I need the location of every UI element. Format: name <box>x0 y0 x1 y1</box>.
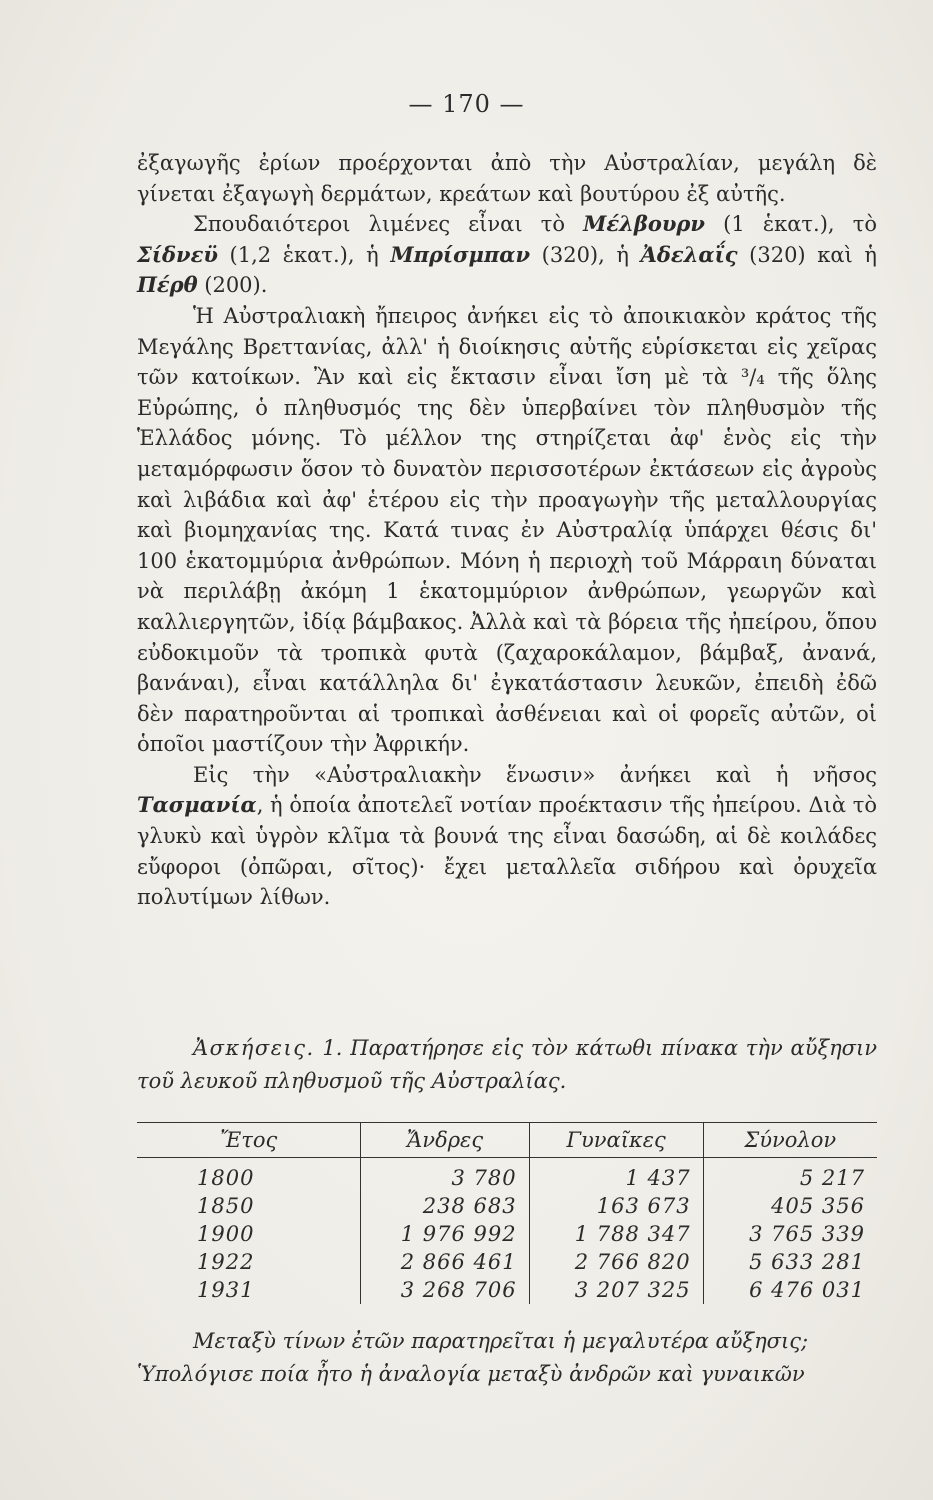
page-number: — 170 — <box>408 90 525 118</box>
column-header-total: Σύνολον <box>703 1123 877 1158</box>
place-sydney: Σίδνεϋ <box>137 241 218 267</box>
cell-women: 1 437 <box>529 1158 703 1193</box>
body-text <box>137 148 877 913</box>
cell-year: 1931 <box>137 1276 361 1304</box>
text-span: Σπουδαιότεροι λιμένες εἶναι τὸ <box>193 212 584 237</box>
paragraph-ports <box>137 209 877 301</box>
place-perth: Πέρθ <box>137 272 198 298</box>
place-adelaide: Ἀδελαΐς <box>640 241 738 267</box>
paragraph-1: ἐξαγωγῆς ἐρίων προέρχονται ἀπὸ τὴν Αὐστραλίαν, μεγάλη δὲ γίνεται ἐξαγωγὴ δερμάτων, κρεάτων καὶ βουτύρου ἐξ αὐτῆς. <box>137 151 877 206</box>
column-header-men: Ἄνδρες <box>361 1123 529 1158</box>
text-span: (200). <box>197 273 268 298</box>
cell-year: 1850 <box>137 1192 361 1220</box>
cell-year: 1800 <box>137 1158 361 1193</box>
table-row <box>137 1192 877 1220</box>
place-tasmania: Τασμανία <box>137 792 257 818</box>
population-table <box>137 1122 877 1304</box>
table-header-row <box>137 1123 877 1158</box>
text-span: (320), ἡ <box>530 242 641 267</box>
cell-women: 3 207 325 <box>529 1276 703 1304</box>
cell-men: 2 866 461 <box>361 1248 529 1276</box>
place-brisbane: Μπρίσμπαν <box>390 241 531 267</box>
cell-total: 405 356 <box>771 1194 865 1218</box>
cell-men: 3 780 <box>361 1158 529 1193</box>
exercise-1 <box>137 1032 877 1098</box>
column-header-year: Ἔτος <box>137 1123 361 1158</box>
cell-total: 5 633 281 <box>749 1250 865 1274</box>
cell-women: 2 766 820 <box>529 1248 703 1276</box>
text-span: (1,2 ἑκατ.), ἡ <box>217 242 391 267</box>
table-row <box>137 1276 877 1304</box>
cell-year: 1900 <box>137 1220 361 1248</box>
cell-women: 1 788 347 <box>529 1220 703 1248</box>
cell-total: 3 765 339 <box>749 1222 865 1246</box>
exercises <box>137 1032 877 1098</box>
paragraph-continent: Ἡ Αὐστραλιακὴ ἤπειρος ἀνήκει εἰς τὸ ἀποικιακὸν κράτος τῆς Μεγάλης Βρεττανίας, ἀλλ' ἡ διοίκησις αὐτῆς εὑρίσκεται εἰς χεῖρας τῶν κατοίκων. Ἂν καὶ εἰς ἔκτασιν εἶναι ἴση μὲ τὰ ³/₄ τῆς ὅλης Εὐρώπης, ὁ πληθυσμός της δὲν ὑπερβαίνει τὸν πληθυσμὸν τῆς Ἑλλάδος μόνης. Τὸ μέλλον της στηρίζεται ἀφ' ἑνὸς εἰς τὴν μεταμόρφωσιν ὅσον τὸ δυνατὸν περισσοτέρων ἐκτάσεων εἰς ἀγροὺς καὶ λιβάδια καὶ ἀφ' ἑτέρου εἰς τὴν προαγωγὴν τῆς μεταλλουργίας καὶ βιομηχανίας της. Κατά τινας ἐν Αὐστραλίᾳ ὑπάρχει θέσις δι' 100 ἑκατομμύρια ἀνθρώπων. Μόνη ἡ περιοχὴ τοῦ Μάρραιη δύναται νὰ περιλάβῃ ἀκόμη 1 ἑκατομμύριον ἀνθρώπων, γεωργῶν καὶ καλλιεργητῶν, ἰδίᾳ βάμβακος. Ἀλλὰ καὶ τὰ βόρεια τῆς ἠπείρου, ὅπου εὐδοκιμοῦν τὰ τροπικὰ φυτὰ (ζαχαροκάλαμον, βάμβαξ, ἀνανά, βανάναι), εἶναι κατάλληλα δι' ἐγκατάστασιν λευκῶν, ἐπειδὴ ἐδῶ δὲν παρατηροῦνται αἱ τροπικαὶ ἀσθένειαι καὶ οἱ φορεῖς αὐτῶν, οἱ ὁποῖοι μαστίζουν τὴν Ἀφρικήν. <box>137 303 877 757</box>
table-row <box>137 1158 877 1193</box>
text-span: (1 ἑκατ.), τὸ <box>704 212 878 237</box>
table-row <box>137 1220 877 1248</box>
questions <box>137 1325 877 1391</box>
cell-total: 5 217 <box>799 1166 865 1190</box>
paragraph-tasmania <box>137 760 877 913</box>
text-span: (320) καὶ ἡ <box>737 242 877 267</box>
text-span: Εἰς τὴν «Αὐστραλιακὴν ἕνωσιν» ἀνήκει καὶ ἡ νῆσος <box>193 762 877 787</box>
column-header-women: Γυναῖκες <box>529 1123 703 1158</box>
cell-men: 3 268 706 <box>361 1276 529 1304</box>
exercise-text: 1. Παρατήρησε εἰς τὸν κάτωθι πίνακα τὴν αὔξησιν τοῦ λευκοῦ πληθυσμοῦ τῆς Αὐστραλίας. <box>137 1036 877 1093</box>
text-span: , ἡ ὁποία ἀποτελεῖ νοτίαν προέκτασιν τῆς ἠπείρου. Διὰ τὸ γλυκὺ καὶ ὑγρὸν κλῖμα τὰ βουνά της εἶναι δασώδη, αἱ δὲ κοιλάδες εὔφοροι (ὀπῶραι, σῖτος)· ἔχει μεταλλεῖα σιδήρου καὶ ὀρυχεῖα πολυτίμων λίθων. <box>137 793 877 910</box>
cell-total: 6 476 031 <box>749 1278 865 1302</box>
exercises-heading: Ἀσκήσεις. <box>193 1036 315 1060</box>
cell-men: 1 976 992 <box>361 1220 529 1248</box>
cell-men: 238 683 <box>361 1192 529 1220</box>
question-2: Ὑπολόγισε ποία ἦτο ἡ ἀναλογία μεταξὺ ἀνδρῶν καὶ γυναικῶν <box>137 1362 805 1386</box>
cell-year: 1922 <box>137 1248 361 1276</box>
table-row <box>137 1248 877 1276</box>
question-1: Μεταξὺ τίνων ἐτῶν παρατηρεῖται ἡ μεγαλυτέρα αὔξησις; <box>193 1329 809 1353</box>
place-melbourne: Μέλβουρν <box>583 211 705 237</box>
cell-women: 163 673 <box>529 1192 703 1220</box>
